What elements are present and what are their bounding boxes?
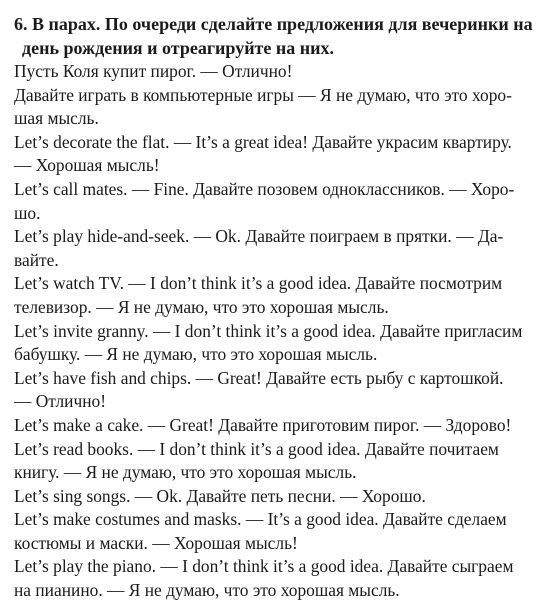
text-line: книгу. — Я не думаю, что это хорошая мысль. bbox=[14, 462, 357, 483]
text-line: Let’s make a cake. — Great! Давайте приготовим пирог. — Здорово! bbox=[14, 414, 512, 435]
exercise-heading bbox=[14, 12, 538, 60]
dialogue-paragraph bbox=[14, 485, 538, 509]
dialogue-paragraph bbox=[14, 438, 538, 485]
dialogue-paragraph bbox=[14, 555, 538, 602]
text-line: телевизор. — Я не думаю, что это хорошая мысль. bbox=[14, 296, 389, 317]
text-line: Let’s read books. — I don’t think it’s a good idea. Давайте почитаем bbox=[14, 438, 499, 459]
dialogue-paragraph bbox=[14, 225, 538, 272]
text-line: шо. bbox=[14, 202, 41, 223]
dialogue-paragraph bbox=[14, 84, 538, 131]
dialogue-paragraph bbox=[14, 367, 538, 414]
text-line: вайте. bbox=[14, 249, 59, 270]
exercise-title-line-1: В парах. По очереди сделайте предложения для вечеринки на bbox=[32, 14, 533, 34]
exercise-title-line-2: день рождения и отреагируйте на них. bbox=[22, 38, 335, 58]
text-line: Let’s invite granny. — I don’t think it’s a good idea. Давайте пригласим bbox=[14, 320, 523, 341]
text-line: Let’s decorate the flat. — It’s a great idea! Давайте украсим квартиру. bbox=[14, 131, 512, 152]
text-line: — Отлично! bbox=[14, 391, 106, 412]
text-line: — Хорошая мысль! bbox=[14, 155, 160, 176]
exercise-body bbox=[14, 60, 538, 603]
text-line: Let’s play hide-and-seek. — Ok. Давайте поиграем в прятки. — Да- bbox=[14, 226, 504, 247]
text-line: Пусть Коля купит пирог. — Отлично! bbox=[14, 61, 293, 81]
text-line: шая мысль. bbox=[14, 108, 99, 129]
text-line: Let’s have fish and chips. — Great! Давайте есть рыбу с картошкой. bbox=[14, 367, 504, 388]
exercise-page bbox=[14, 12, 538, 603]
text-line: Давайте играть в компьютерные игры — Я не думаю, что это хоро- bbox=[14, 84, 512, 105]
dialogue-paragraph bbox=[14, 272, 538, 319]
text-line: Let’s watch TV. — I don’t think it’s a good idea. Давайте посмотрим bbox=[14, 273, 503, 294]
dialogue-paragraph bbox=[14, 178, 538, 225]
text-line: бабушку. — Я не думаю, что это хорошая мысль. bbox=[14, 344, 378, 365]
text-line: Let’s make costumes and masks. — It’s a good idea. Давайте сделаем bbox=[14, 509, 507, 530]
text-line: на пианино. — Я не думаю, что это хорошая мысль. bbox=[14, 580, 400, 601]
text-line: Let’s play the piano. — I don’t think it’s a good idea. Давайте сыграем bbox=[14, 556, 514, 577]
dialogue-paragraph bbox=[14, 131, 538, 178]
dialogue-paragraph bbox=[14, 414, 538, 438]
dialogue-paragraph bbox=[14, 508, 538, 555]
text-line: Let’s sing songs. — Ok. Давайте петь песни. — Хорошо. bbox=[14, 485, 426, 506]
exercise-number: 6. bbox=[14, 14, 28, 34]
text-line: Let’s call mates. — Fine. Давайте позовем одноклассников. — Хоро- bbox=[14, 178, 515, 199]
text-line: костюмы и маски. — Хорошая мысль! bbox=[14, 532, 298, 553]
dialogue-paragraph bbox=[14, 320, 538, 367]
dialogue-paragraph bbox=[14, 60, 538, 84]
